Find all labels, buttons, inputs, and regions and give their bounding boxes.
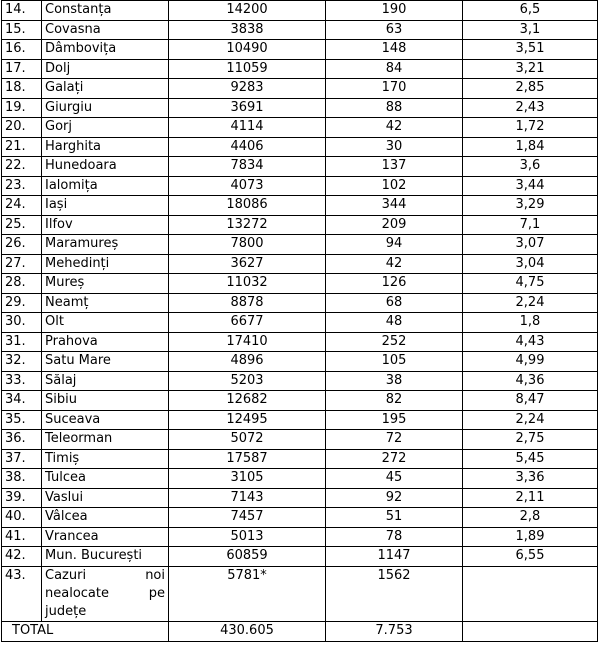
cases-cell: 7834 — [169, 157, 326, 177]
table-row — [2, 469, 598, 489]
county-name: Ilfov — [42, 215, 169, 235]
county-name: Vrancea — [42, 527, 169, 547]
deaths-cell: 190 — [326, 1, 463, 21]
cases-cell: 7800 — [169, 235, 326, 255]
deaths-cell: 84 — [326, 59, 463, 79]
row-number: 26. — [2, 235, 42, 255]
row-number: 34. — [2, 391, 42, 411]
deaths-cell: 38 — [326, 371, 463, 391]
deaths-cell: 51 — [326, 508, 463, 528]
county-name: Galați — [42, 79, 169, 99]
cases-cell: 6677 — [169, 313, 326, 333]
deaths-cell: 45 — [326, 469, 463, 489]
row-number: 16. — [2, 40, 42, 60]
table-row — [2, 274, 598, 294]
unallocated-label-line: județe — [45, 603, 87, 619]
cases-cell: 3105 — [169, 469, 326, 489]
row-number: 38. — [2, 469, 42, 489]
table-row — [2, 20, 598, 40]
county-name: Prahova — [42, 332, 169, 352]
rate-cell: 3,29 — [463, 196, 598, 216]
table-row — [2, 527, 598, 547]
table-row — [2, 332, 598, 352]
rate-cell: 6,55 — [463, 547, 598, 567]
county-name: Mehedinți — [42, 254, 169, 274]
row-number: 30. — [2, 313, 42, 333]
cases-cell: 4406 — [169, 137, 326, 157]
county-name: Mun. București — [42, 547, 169, 567]
table-row — [2, 547, 598, 567]
row-number: 33. — [2, 371, 42, 391]
cases-cell: 3627 — [169, 254, 326, 274]
deaths-cell: 209 — [326, 215, 463, 235]
row-number: 28. — [2, 274, 42, 294]
deaths-cell: 82 — [326, 391, 463, 411]
table-row — [2, 293, 598, 313]
rate-cell: 1,84 — [463, 137, 598, 157]
row-number: 36. — [2, 430, 42, 450]
total-deaths: 7.753 — [326, 621, 463, 641]
county-name: Satu Mare — [42, 352, 169, 372]
row-number: 24. — [2, 196, 42, 216]
row-number: 20. — [2, 118, 42, 138]
row-number: 18. — [2, 79, 42, 99]
cases-cell: 8878 — [169, 293, 326, 313]
table-row — [2, 137, 598, 157]
rate-cell: 1,72 — [463, 118, 598, 138]
table-row — [2, 1, 598, 21]
cases-cell: 11059 — [169, 59, 326, 79]
cases-cell: 4073 — [169, 176, 326, 196]
cases-cell: 5781* — [169, 566, 326, 621]
cases-cell: 12495 — [169, 410, 326, 430]
row-number: 27. — [2, 254, 42, 274]
rate-cell: 3,51 — [463, 40, 598, 60]
rate-cell: 3,6 — [463, 157, 598, 177]
table-row — [2, 196, 598, 216]
table-body — [2, 1, 598, 567]
deaths-cell: 272 — [326, 449, 463, 469]
total-cases: 430.605 — [169, 621, 326, 641]
table-row — [2, 352, 598, 372]
rate-cell: 4,99 — [463, 352, 598, 372]
cases-cell: 3691 — [169, 98, 326, 118]
rate-cell: 3,44 — [463, 176, 598, 196]
row-number: 35. — [2, 410, 42, 430]
deaths-cell: 48 — [326, 313, 463, 333]
row-number: 23. — [2, 176, 42, 196]
table-row — [2, 40, 598, 60]
rate-cell: 3,04 — [463, 254, 598, 274]
table-row — [2, 410, 598, 430]
table-row — [2, 508, 598, 528]
county-name: Iași — [42, 196, 169, 216]
unallocated-label — [45, 567, 165, 621]
rate-cell: 6,5 — [463, 1, 598, 21]
cases-cell: 5203 — [169, 371, 326, 391]
cases-cell: 10490 — [169, 40, 326, 60]
county-name: Olt — [42, 313, 169, 333]
cases-cell: 7457 — [169, 508, 326, 528]
county-name: Gorj — [42, 118, 169, 138]
row-number: 29. — [2, 293, 42, 313]
row-number: 32. — [2, 352, 42, 372]
county-name: Neamț — [42, 293, 169, 313]
rate-cell: 2,43 — [463, 98, 598, 118]
rate-cell — [463, 566, 598, 621]
table-row — [2, 118, 598, 138]
county-name: Vâlcea — [42, 508, 169, 528]
table-row — [2, 215, 598, 235]
total-label: TOTAL — [2, 621, 169, 641]
table-row — [2, 59, 598, 79]
county-name: Constanța — [42, 1, 169, 21]
rate-cell: 3,1 — [463, 20, 598, 40]
cases-cell: 18086 — [169, 196, 326, 216]
cases-cell: 9283 — [169, 79, 326, 99]
table-row — [2, 430, 598, 450]
rate-cell: 3,21 — [463, 59, 598, 79]
row-number: 17. — [2, 59, 42, 79]
county-name: Sibiu — [42, 391, 169, 411]
rate-cell: 4,75 — [463, 274, 598, 294]
row-number: 14. — [2, 1, 42, 21]
deaths-cell: 252 — [326, 332, 463, 352]
row-number: 22. — [2, 157, 42, 177]
county-name: Suceava — [42, 410, 169, 430]
deaths-cell: 78 — [326, 527, 463, 547]
county-name: Maramureș — [42, 235, 169, 255]
table-row — [2, 254, 598, 274]
deaths-cell: 63 — [326, 20, 463, 40]
deaths-cell: 1562 — [326, 566, 463, 621]
row-number: 25. — [2, 215, 42, 235]
deaths-cell: 126 — [326, 274, 463, 294]
deaths-cell: 88 — [326, 98, 463, 118]
table-row — [2, 313, 598, 333]
rate-cell: 8,47 — [463, 391, 598, 411]
deaths-cell: 42 — [326, 254, 463, 274]
rate-cell: 2,24 — [463, 293, 598, 313]
cases-cell: 14200 — [169, 1, 326, 21]
deaths-cell: 94 — [326, 235, 463, 255]
county-name: Hunedoara — [42, 157, 169, 177]
rate-cell: 5,45 — [463, 449, 598, 469]
deaths-cell: 137 — [326, 157, 463, 177]
unallocated-label-line: Cazuri noi — [45, 567, 165, 583]
rate-cell: 1,89 — [463, 527, 598, 547]
table-row — [2, 79, 598, 99]
deaths-cell: 30 — [326, 137, 463, 157]
rate-cell: 7,1 — [463, 215, 598, 235]
cases-cell: 13272 — [169, 215, 326, 235]
row-number: 39. — [2, 488, 42, 508]
rate-cell: 3,07 — [463, 235, 598, 255]
deaths-cell: 92 — [326, 488, 463, 508]
cases-cell: 17587 — [169, 449, 326, 469]
rate-cell: 2,85 — [463, 79, 598, 99]
county-name: Sălaj — [42, 371, 169, 391]
county-name: Giurgiu — [42, 98, 169, 118]
cases-cell: 60859 — [169, 547, 326, 567]
county-name: Vaslui — [42, 488, 169, 508]
cases-cell: 7143 — [169, 488, 326, 508]
table-row-unallocated — [2, 566, 598, 621]
cases-cell: 11032 — [169, 274, 326, 294]
table-row — [2, 176, 598, 196]
county-name: Ialomița — [42, 176, 169, 196]
rate-cell: 2,75 — [463, 430, 598, 450]
row-number: 19. — [2, 98, 42, 118]
row-number: 43. — [2, 566, 42, 621]
rate-cell: 2,24 — [463, 410, 598, 430]
county-name: Tulcea — [42, 469, 169, 489]
deaths-cell: 1147 — [326, 547, 463, 567]
county-name: Harghita — [42, 137, 169, 157]
deaths-cell: 148 — [326, 40, 463, 60]
county-name: Mureș — [42, 274, 169, 294]
county-name: Covasna — [42, 20, 169, 40]
cases-cell: 4896 — [169, 352, 326, 372]
rate-cell: 2,8 — [463, 508, 598, 528]
rate-cell: 4,43 — [463, 332, 598, 352]
table-row — [2, 449, 598, 469]
deaths-cell: 105 — [326, 352, 463, 372]
table-row — [2, 98, 598, 118]
table-row — [2, 488, 598, 508]
deaths-cell: 102 — [326, 176, 463, 196]
deaths-cell: 68 — [326, 293, 463, 313]
row-number: 37. — [2, 449, 42, 469]
county-name: Timiș — [42, 449, 169, 469]
table-row — [2, 157, 598, 177]
deaths-cell: 170 — [326, 79, 463, 99]
unallocated-label-line: nealocate pe — [45, 585, 165, 601]
deaths-cell: 344 — [326, 196, 463, 216]
table-row — [2, 371, 598, 391]
deaths-cell: 195 — [326, 410, 463, 430]
table-row — [2, 235, 598, 255]
county-name: Dâmbovița — [42, 40, 169, 60]
table-row — [2, 391, 598, 411]
cases-cell: 4114 — [169, 118, 326, 138]
row-number: 15. — [2, 20, 42, 40]
county-name — [42, 566, 169, 621]
rate-cell: 4,36 — [463, 371, 598, 391]
row-number: 42. — [2, 547, 42, 567]
county-name: Teleorman — [42, 430, 169, 450]
rate-cell: 1,8 — [463, 313, 598, 333]
county-cases-table — [1, 0, 598, 642]
deaths-cell: 42 — [326, 118, 463, 138]
cases-cell: 12682 — [169, 391, 326, 411]
total-rate — [463, 621, 598, 641]
cases-cell: 5072 — [169, 430, 326, 450]
county-name: Dolj — [42, 59, 169, 79]
row-number: 21. — [2, 137, 42, 157]
row-number: 41. — [2, 527, 42, 547]
cases-cell: 17410 — [169, 332, 326, 352]
deaths-cell: 72 — [326, 430, 463, 450]
cases-cell: 3838 — [169, 20, 326, 40]
row-number: 40. — [2, 508, 42, 528]
table-row-total — [2, 621, 598, 641]
cases-cell: 5013 — [169, 527, 326, 547]
rate-cell: 2,11 — [463, 488, 598, 508]
row-number: 31. — [2, 332, 42, 352]
rate-cell: 3,36 — [463, 469, 598, 489]
